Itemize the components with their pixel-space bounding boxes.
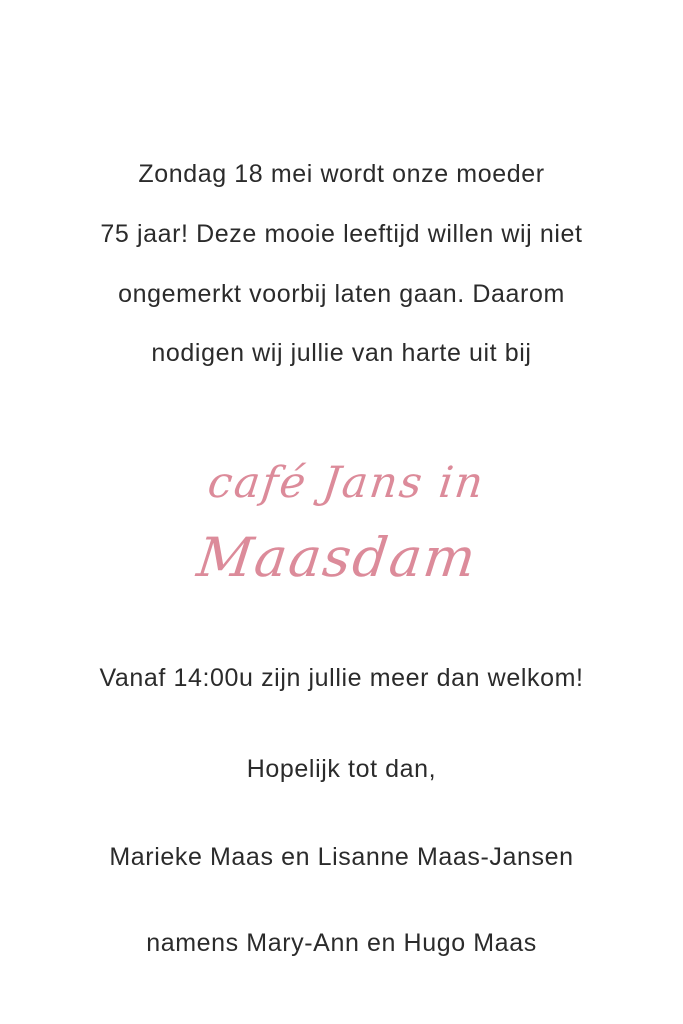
intro-line-3: ongemerkt voorbij laten gaan. Daarom xyxy=(118,280,565,308)
intro-line-2: 75 jaar! Deze mooie leeftijd willen wij niet xyxy=(100,220,583,248)
welcome-time-line: Vanaf 14:00u zijn jullie meer dan welkom! xyxy=(99,664,584,692)
intro-line-4: nodigen wij jullie van harte uit bij xyxy=(151,339,532,367)
venue-name-line-2: Maasdam xyxy=(193,526,481,589)
closing-line: Hopelijk tot dan, xyxy=(246,755,437,783)
intro-line-1: Zondag 18 mei wordt onze moeder xyxy=(138,160,545,188)
on-behalf-line: namens Mary-Ann en Hugo Maas xyxy=(146,929,537,957)
hosts-line: Marieke Maas en Lisanne Maas-Jansen xyxy=(109,843,574,871)
venue-script xyxy=(0,458,683,589)
venue-name-line-1: café Jans in xyxy=(205,458,488,508)
